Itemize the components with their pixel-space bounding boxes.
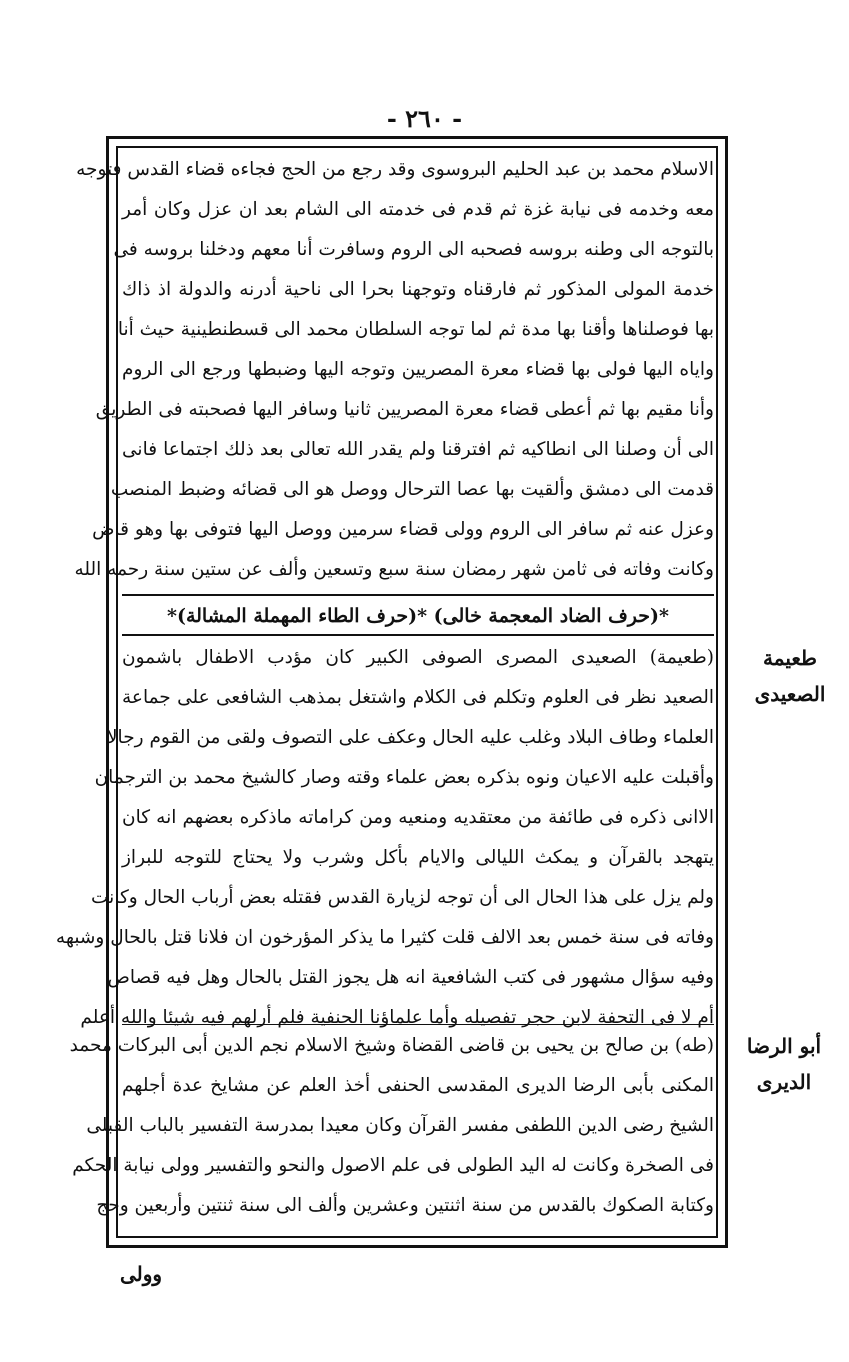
page-number: - ٢٦٠ - [386,104,463,133]
section-header: *(حرف الضاد المعجمة خالى) *(حرف الطاء المهملة المشالة)* [167,605,669,627]
text-line: فى الصخرة وكانت له اليد الطولى فى علم الاصول والنحو والتفسير وولى نيابة الحكم [72,1155,714,1176]
text-line: خدمة المولى المذكور ثم فارقناه وتوجهنا بحرا الى ناحية أدرنه والدولة اذ ذاك [122,279,714,300]
text-line: ولم يزل على هذا الحال الى أن توجه لزيارة القدس فقتله بعض أرباب الحال وكانت [91,887,714,908]
text-line: (طعيمة) الصعيدى المصرى الصوفى الكبير كان مؤدب الاطفال باشمون [122,647,714,668]
margin-label-line: الديرى [756,1070,812,1094]
entry-taima [55,638,714,1038]
divider-rule [122,634,714,636]
text-line: وأقبلت عليه الاعيان ونوه بذكره بعض علماء وقته وصار كالشيخ محمد بن الترجمان [94,767,714,788]
text-line: الشيخ رضى الدين اللطفى مفسر القرآن وكان معيدا بمدرسة التفسير بالباب القبلى [86,1115,714,1136]
text-line: بها فوصلناها وأقنا بها مدة ثم لما توجه السلطان محمد الى قسطنطينية حيث أنا [117,319,714,340]
text-line: الى أن وصلنا الى انطاكيه ثم افترقنا ولم يقدر الله تعالى بعد ذلك اجتماعا فانى [122,439,714,460]
text-line: المكنى بأبى الرضا الديرى المقدسى الحنفى أخذ العلم عن مشايخ عدة أجلهم [122,1075,714,1096]
text-line: قدمت الى دمشق وألقيت بها عصا الترحال ووصل هو الى قضائه وضبط المنصب [110,479,714,500]
text-line: بالتوجه الى وطنه بروسه فصحبه الى الروم وسافرت أنا معهم ودخلنا بروسه فى [113,239,714,260]
divider-rule [122,1024,714,1025]
text-line: أم لا فى التحفة لابن حجر تفصيله وأما علماؤنا الحنفية فلم أرلهم فيه شيئا والله أعلم [80,1007,714,1028]
text-line: وأنا مقيم بها ثم أعطى قضاء معرة المصريين ثانيا وسافر اليها فصحبته فى الطريق [95,399,714,420]
margin-label-line: أبو الرضا [746,1034,822,1058]
text-line: يتهجد بالقرآن و يمكث الليالى والايام بأكل وشرب ولا يحتاج للتوجه للبراز [122,847,714,868]
text-line: وفاته فى سنة خمس بعد الالف قلت كثيرا ما يذكر المؤرخون ان فلانا قتل بالحال وشبهه [55,927,714,948]
margin-label-line: الصعيدى [754,682,826,706]
text-line: وفيه سؤال مشهور فى كتب الشافعية انه هل يجوز القتل بالحال وهل فيه قصاص [107,967,714,988]
entry-taha [69,1026,714,1226]
text-line: واياه اليها فولى بها قضاء معرة المصريين وتوجه اليها وضبطها ورجع الى الروم [122,359,714,380]
text-line: معه وخدمه فى نيابة غزة ثم قدم فى خدمته الى الشام بعد ان عزل وكان أمر [122,199,714,220]
catchword: وولى [120,1262,163,1286]
margin-label-taima [740,640,840,712]
text-line: العلماء وطاف البلاد وغلب عليه الحال وعكف على التصوف ولقى من القوم رجالا [107,727,714,748]
entry-continuation [74,150,714,590]
text-line: وعزل عنه ثم سافر الى الروم وولى قضاء سرمين ووصل اليها فتوفى بها وهو قاض [92,519,714,540]
margin-label-line: طعيمة [763,646,817,670]
text-line: وكتابة الصكوك بالقدس من سنة اثنتين وعشرين وألف الى سنة ثنتين وأربعين وحج [96,1195,714,1216]
margin-label-abu-al-rida [734,1028,834,1100]
text-line: الصعيد نظر فى العلوم وتكلم فى الكلام واشتغل بمذهب الشافعى على جماعة [122,687,714,708]
text-line: الاانى ذكره فى طائفة من معتقديه ومنعيه ومن كراماته ماذكره بعضهم انه كان [122,807,714,828]
text-line: الاسلام محمد بن عبد الحليم البروسوى وقد رجع من الحج فجاءه قضاء القدس فتوجه [76,159,714,180]
text-line: وكانت وفاته فى ثامن شهر رمضان سنة سبع وتسعين وألف عن ستين سنة رحمه الله [74,559,714,580]
text-line: (طه) بن صالح بن يحيى بن قاضى القضاة وشيخ الاسلام نجم الدين أبى البركات محمد [69,1035,714,1056]
